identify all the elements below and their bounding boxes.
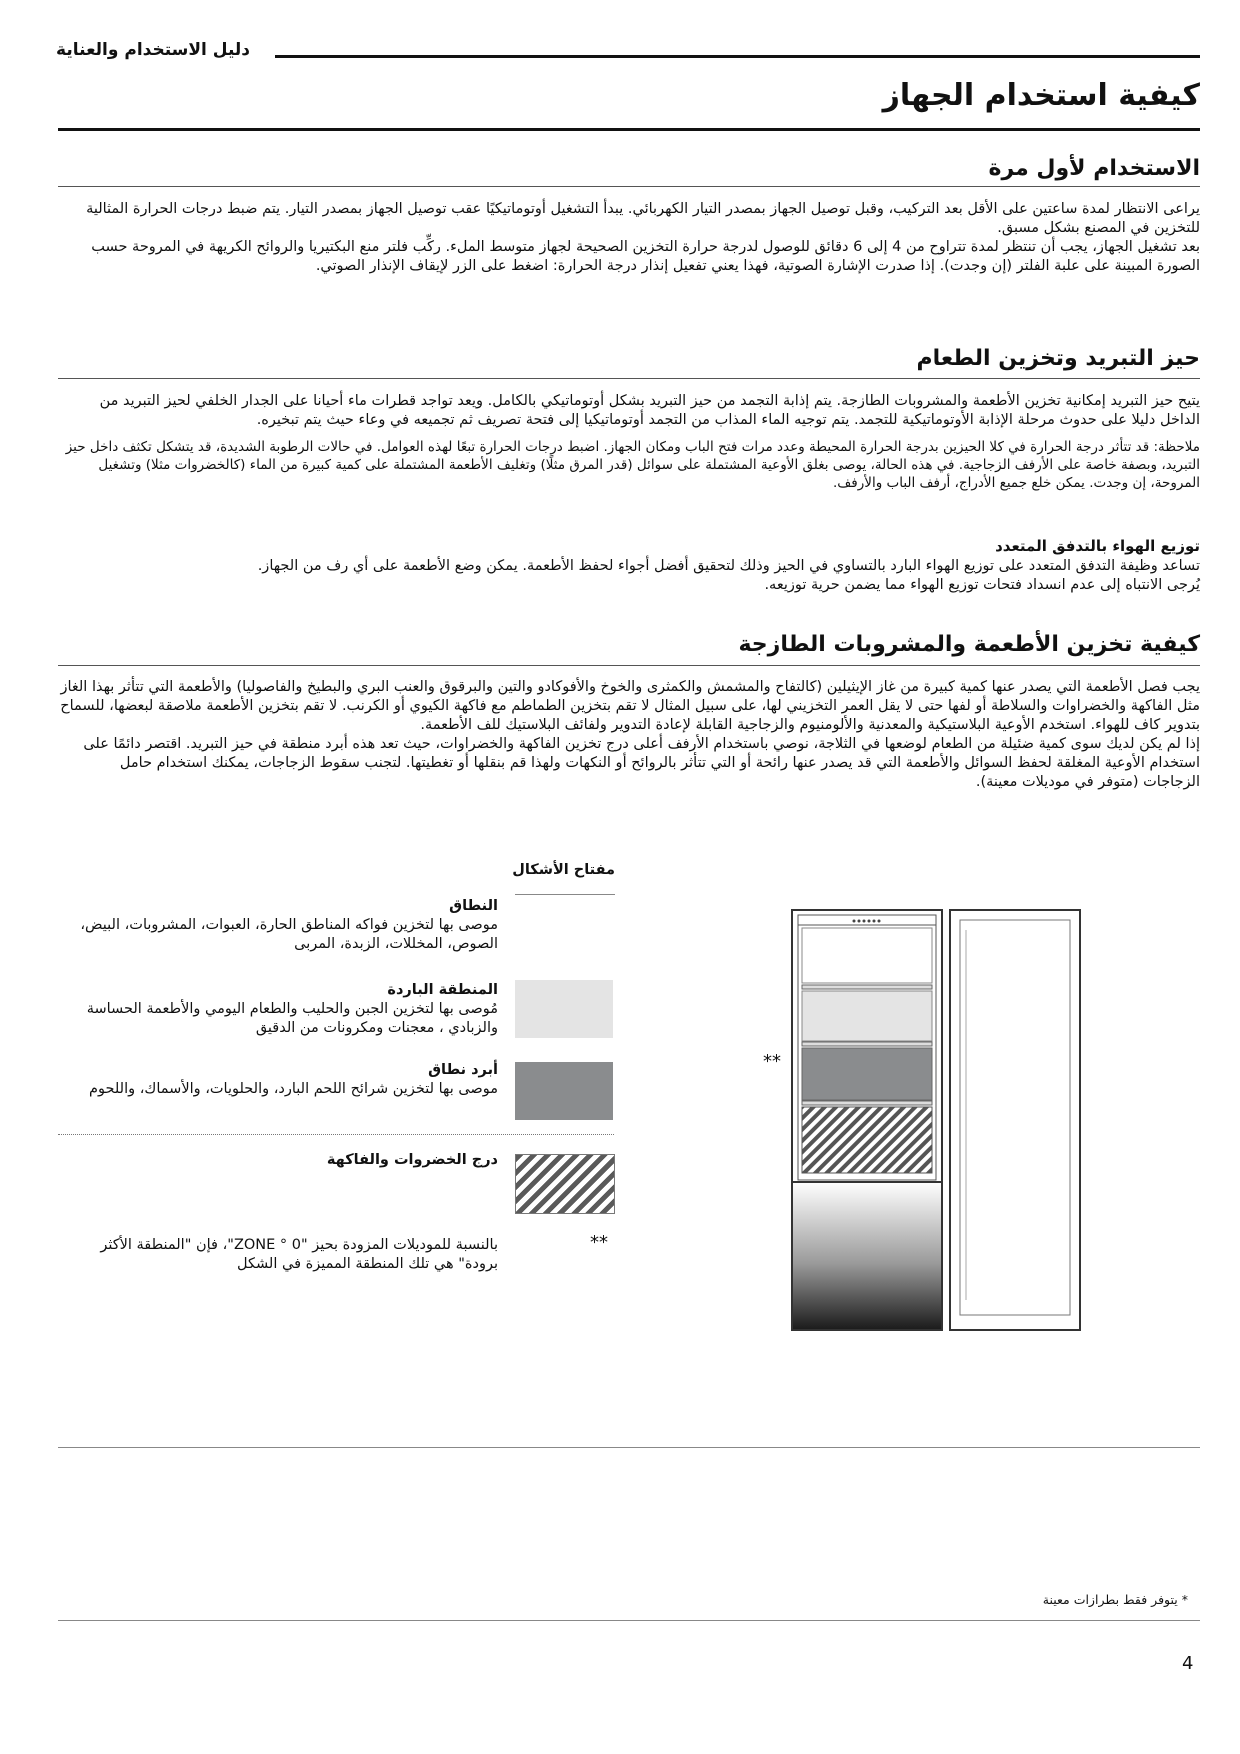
header-rule (275, 55, 1200, 58)
legend-title: مفتاح الأشكال (512, 862, 615, 878)
double-asterisk-mark: ** (590, 1232, 608, 1253)
door-inner-panel (960, 920, 1070, 1315)
legend-item-title: المنطقة الباردة (387, 982, 498, 998)
crisper-drawer (802, 1107, 932, 1173)
cooling-text (60, 392, 1200, 492)
legend-item-desc: موصى بها لتخزين فواكه المناطق الحارة، العبوات، المشروبات، البيض، الصوص، المخللات، الزبدة، المربى (80, 917, 498, 952)
legend-item-cool-zone (58, 982, 498, 1038)
section-rule (58, 665, 1200, 666)
double-asterisk-mark: ** (763, 1051, 781, 1072)
section-rule (58, 378, 1200, 379)
section-title-storage: كيفية تخزين الأطعمة والمشروبات الطازجة (738, 632, 1200, 657)
paragraph: يجب فصل الأطعمة التي يصدر عنها كمية كبيرة من غاز الإيثيلين (كالتفاح والمشمش والكمثرى والخوخ والأفوكادو والتين والبرقوق والعنب البري والبطيخ والفاصوليا) والأطعمة التي تتأثر بهذا الغاز مثل الفاكهة والخضراوات والسلاطة أو لفها حتى لا يقل العمر التخزيني لها، على سبيل المثال لا تقم بتخزين الطماطم مع فاكهة الكيوي أو الكرنب. لا تقم بتخزين الأطعمة ملاصقة لبعضها، للسماح بتدوير كاف للهواء. استخدم الأوعية البلاستيكية والمعدنية والألومنيوم والزجاجية القابلة لإعادة التدوير ولفائف البلاستيك للف الأطعمة. (60, 679, 1200, 733)
storage-text (60, 678, 1200, 792)
legend-item-coldest-zone (58, 1062, 498, 1099)
shelf (802, 1042, 932, 1046)
legend-title-rule (515, 894, 615, 895)
freezer-section (792, 1182, 942, 1330)
fridge-figure (780, 900, 1110, 1340)
legend-item-desc: موصى بها لتخزين شرائح اللحم البارد، والحلويات، والأسماك، واللحوم (89, 1081, 498, 1097)
legend-dotted-rule (58, 1134, 614, 1135)
legend-item-desc: مُوصى بها لتخزين الجبن والحليب والطعام اليومي والأطعمة الحساسة والزبادي ، معجنات ومكرونات من الدقيق (86, 1001, 498, 1036)
title-rule (58, 128, 1200, 131)
paragraph: يراعى الانتظار لمدة ساعتين على الأقل بعد التركيب، وقبل توصيل الجهاز بمصدر التيار الكهربائي. يبدأ التشغيل أوتوماتيكيًا عقب توصيل الجهاز بمصدر التيار. يتم ضبط درجات الحرارة المثالية للتخزين في المصنع بشكل مسبق. (86, 201, 1200, 236)
section-title-cooling: حيز التبريد وتخزين الطعام (916, 346, 1200, 371)
shelf (802, 985, 932, 989)
swatch-crisper-drawer (515, 1154, 615, 1214)
page-title: كيفية استخدام الجهاز (882, 78, 1200, 113)
legend-item-zone (58, 898, 498, 954)
zone-top (802, 928, 932, 983)
paragraph: بعد تشغيل الجهاز، يجب أن تنتظر لمدة تتراوح من 4 إلى 6 دقائق للوصول لدرجة حرارة التخزين الصحيحة لجهاز متوسط الملء. ركِّب فلتر منع البكتيريا والروائح الكريهة في المروحة حسب الصورة المبينة على علبة الفلتر (إن وجدت). إذا صدرت الإشارة الصوتية، فهذا يعني تفعيل إنذار درجة الحرارة: اضغط على الزر لإيقاف الإنذار الصوتي. (91, 239, 1200, 274)
section-rule (58, 186, 1200, 187)
multiflow-text (60, 557, 1200, 595)
swatch-cool-zone (515, 980, 613, 1038)
footnote: * يتوفر فقط بطرازات معينة (1042, 1592, 1188, 1607)
swatch-coldest-zone (515, 1062, 613, 1120)
paragraph: يتيح حيز التبريد إمكانية تخزين الأطعمة والمشروبات الطازجة. يتم إذابة التجمد من حيز التبريد بشكل أوتوماتيكي بالكامل. ويعد تواجد قطرات ماء أحيانا على الجدار الخلفي لحيز التبريد من الداخل دليلا على حدوث مرحلة الإذابة الأوتوماتيكية للتجمد. يتم توجيه الماء المذاب من التجمد أوتوماتيكيا إلى فتحة تصريف ثم تجميعه في وعاء حيث يتم تبخيره. (99, 393, 1200, 428)
legend-item-title: النطاق (449, 898, 498, 914)
zone-coldest (802, 1048, 932, 1100)
page-number: 4 (1182, 1653, 1194, 1674)
first-use-text (60, 200, 1200, 276)
shelf (802, 1101, 932, 1105)
legend-item-crisper (58, 1152, 498, 1170)
manual-header-label: دليل الاستخدام والعناية (56, 40, 250, 60)
section-bottom-rule (58, 1447, 1200, 1448)
note-paragraph: ملاحظة: قد تتأثر درجة الحرارة في كلا الحيزين بدرجة الحرارة المحيطة وعدد مرات فتح الباب ومكان الجهاز. اضبط درجات الحرارة تبعًا لهذه العوامل. في حالات الرطوبة الشديدة، قد يتشكل تكثف داخل حيز التبريد، وبصفة خاصة على الأرفف الزجاجية. في هذه الحالة، يوصى بغلق الأوعية المشتملة على سوائل (قدر المرق مثلًا) وتغليف الأطعمة المشتملة على كمية كبيرة من الماء (كالخضروات مثلا) وتشغيل المروحة، إن وجدت. يمكن خلع جميع الأدراج، أرفف الباب والأرفف. (65, 439, 1200, 491)
subsection-title-multiflow: توزيع الهواء بالتدفق المتعدد (995, 537, 1200, 555)
legend-zone-note: بالنسبة للموديلات المزودة بحيز "ZONE ° 0"، فإن "المنطقة الأكثر برودة" هي تلك المنطقة المميزة في الشكل (100, 1237, 498, 1272)
section-title-first-use: الاستخدام لأول مرة (988, 156, 1200, 181)
footer-rule (58, 1620, 1200, 1621)
legend-item-title: درج الخضروات والفاكهة (326, 1152, 498, 1168)
paragraph: يُرجى الانتباه إلى عدم انسداد فتحات توزيع الهواء مما يضمن حرية توزيعه. (764, 577, 1200, 593)
zone-cool (802, 991, 932, 1041)
paragraph: تساعد وظيفة التدفق المتعدد على توزيع الهواء البارد بالتساوي في الحيز وذلك لتحقيق أفضل أجواء لحفظ الأطعمة. يمكن وضع الأطعمة على أي رف من الجهاز. (257, 558, 1200, 574)
paragraph: إذا لم يكن لديك سوى كمية ضئيلة من الطعام لوضعها في الثلاجة، نوصي باستخدام الأرفف أعلى درج تخزين الفاكهة والخضراوات، حيث تعد هذه أبرد منطقة في حيز التبريد. اقتصر دائمًا على استخدام الأوعية المغلقة لحفظ السوائل والأطعمة التي قد يصدر عنها رائحة أو التي تتأثر بالروائح أو النكهات ولهذا قم بنقلها أو تغطيتها. لتجنب سقوط الزجاجات، يمكنك استخدام حامل الزجاجات (متوفر في موديلات معينة). (83, 736, 1200, 790)
legend-item-title: أبرد نطاق (428, 1062, 498, 1078)
